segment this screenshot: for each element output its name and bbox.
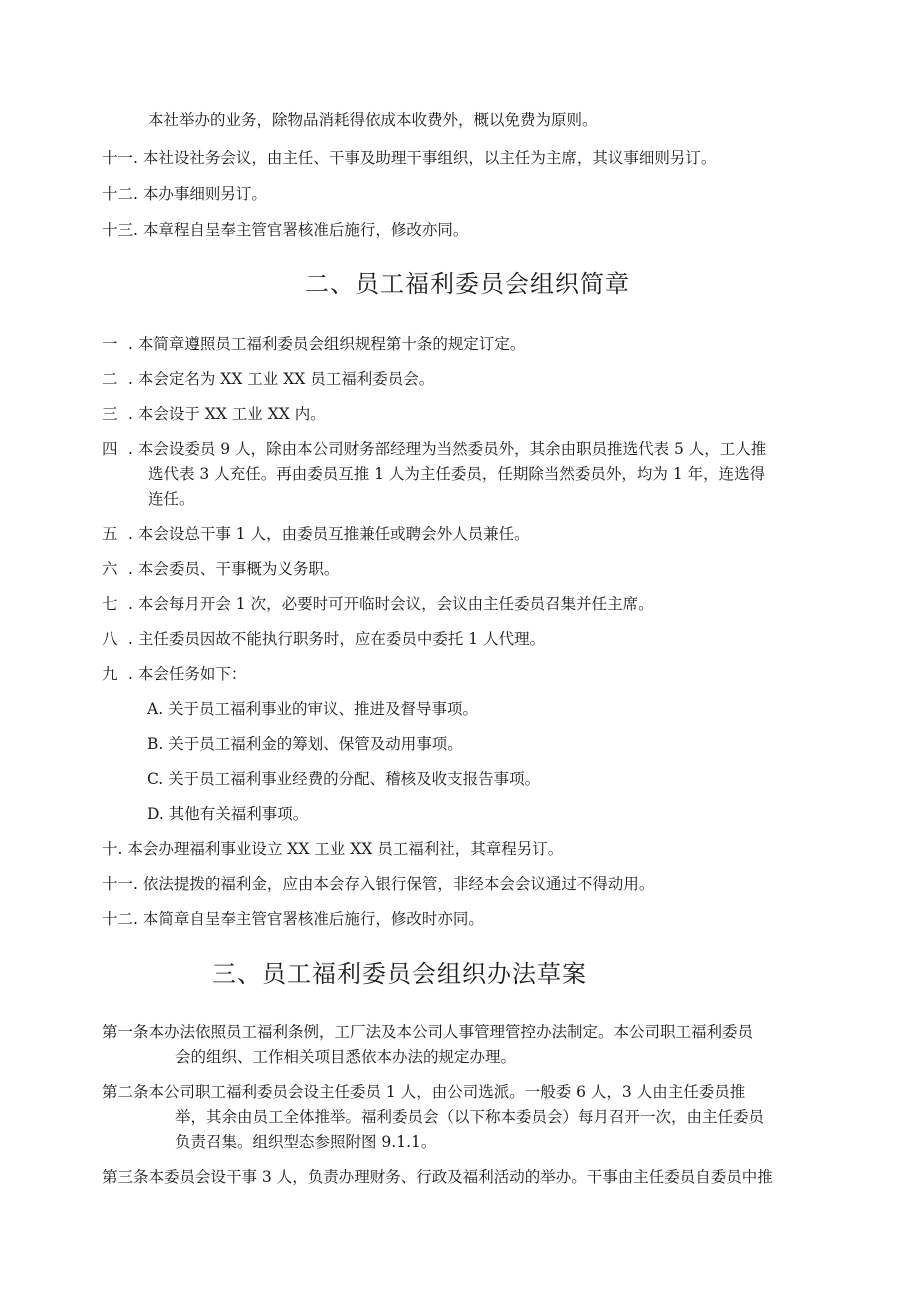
s3-article-2: 第二条本公司职工福利委员会设主任委员 1 人，由公司选派。一般委 6 人，3 人由主任委员推 bbox=[102, 1083, 746, 1101]
s2-clause-4-cont: 选代表 3 人充任。再由委员互推 1 人为主任委员，任期除当然委员外，均为 1 年，连选得 bbox=[148, 465, 766, 483]
s3-article-2-cont2: 负责召集。组织型态参照附图 9.1.1。 bbox=[175, 1133, 437, 1151]
s3-article-1-cont: 会的组织、工作相关项目悉依本办法的规定办理。 bbox=[175, 1048, 517, 1066]
task-d: D. 其他有关福利事项。 bbox=[147, 805, 309, 823]
s3-article-1: 第一条本办法依照员工福利条例，工厂法及本公司人事管理管控办法制定。本公司职工福利委员 bbox=[102, 1023, 754, 1041]
s2-clause-6: 六 . 本会委员、干事概为义务职。 bbox=[102, 560, 340, 578]
s2-clause-2: 二 . 本会定名为 XX 工业 XX 员工福利委员会。 bbox=[102, 370, 435, 388]
s3-article-2-cont: 举，其余由员工全体推举。福利委员会（以下称本委员会）每月召开一次，由主任委员 bbox=[175, 1108, 765, 1126]
s2-clause-4-cont2: 连任。 bbox=[148, 490, 195, 508]
s2-clause-8: 八 . 主任委员因故不能执行职务时，应在委员中委托 1 人代理。 bbox=[102, 630, 546, 648]
section-3-title: 三、员工福利委员会组织办法草案 bbox=[212, 960, 587, 988]
s2-clause-3: 三 . 本会设于 XX 工业 XX 内。 bbox=[102, 405, 326, 423]
continued-paragraph: 本社举办的业务，除物品消耗得依成本收费外，概以免费为原则。 bbox=[148, 111, 598, 129]
s2-clause-10: 十. 本会办理福利事业设立 XX 工业 XX 员工福利社，其章程另订。 bbox=[102, 840, 564, 858]
clause-12: 十二. 本办事细则另订。 bbox=[102, 185, 267, 203]
section-2-title: 二、员工福利委员会组织简章 bbox=[305, 270, 630, 298]
s2-clause-7: 七 . 本会每月开会 1 次，必要时可开临时会议，会议由主任委员召集并任主席。 bbox=[102, 595, 654, 613]
clause-13: 十三. 本章程自呈奉主管官署核准后施行，修改亦同。 bbox=[102, 221, 469, 239]
s2-clause-1: 一 . 本简章遵照员工福利委员会组织规程第十条的规定订定。 bbox=[102, 335, 526, 353]
clause-11: 十一. 本社设社务会议，由主任、干事及助理干事组织，以主任为主席，其议事细则另订。 bbox=[102, 149, 717, 167]
s2-clause-11: 十一. 依法提拨的福利金，应由本会存入银行保管，非经本会会议通过不得动用。 bbox=[102, 875, 655, 893]
task-b: B. 关于员工福利金的筹划、保管及动用事项。 bbox=[147, 735, 463, 753]
s2-clause-9: 九 . 本会任务如下： bbox=[102, 665, 247, 683]
task-c: C. 关于员工福利事业经费的分配、稽核及收支报告事项。 bbox=[147, 770, 541, 788]
s2-clause-12: 十二. 本简章自呈奉主管官署核准后施行，修改时亦同。 bbox=[102, 910, 484, 928]
s3-article-3: 第三条本委员会设干事 3 人，负责办理财务、行政及福利活动的举办。干事由主任委员自委员中推 bbox=[102, 1168, 773, 1186]
task-a: A. 关于员工福利事业的审议、推进及督导事项。 bbox=[147, 700, 479, 718]
s2-clause-4: 四 . 本会设委员 9 人，除由本公司财务部经理为当然委员外，其余由职员推选代表 5 人，工人推 bbox=[102, 440, 767, 458]
s2-clause-5: 五 . 本会设总干事 1 人，由委员互推兼任或聘会外人员兼任。 bbox=[102, 525, 530, 543]
